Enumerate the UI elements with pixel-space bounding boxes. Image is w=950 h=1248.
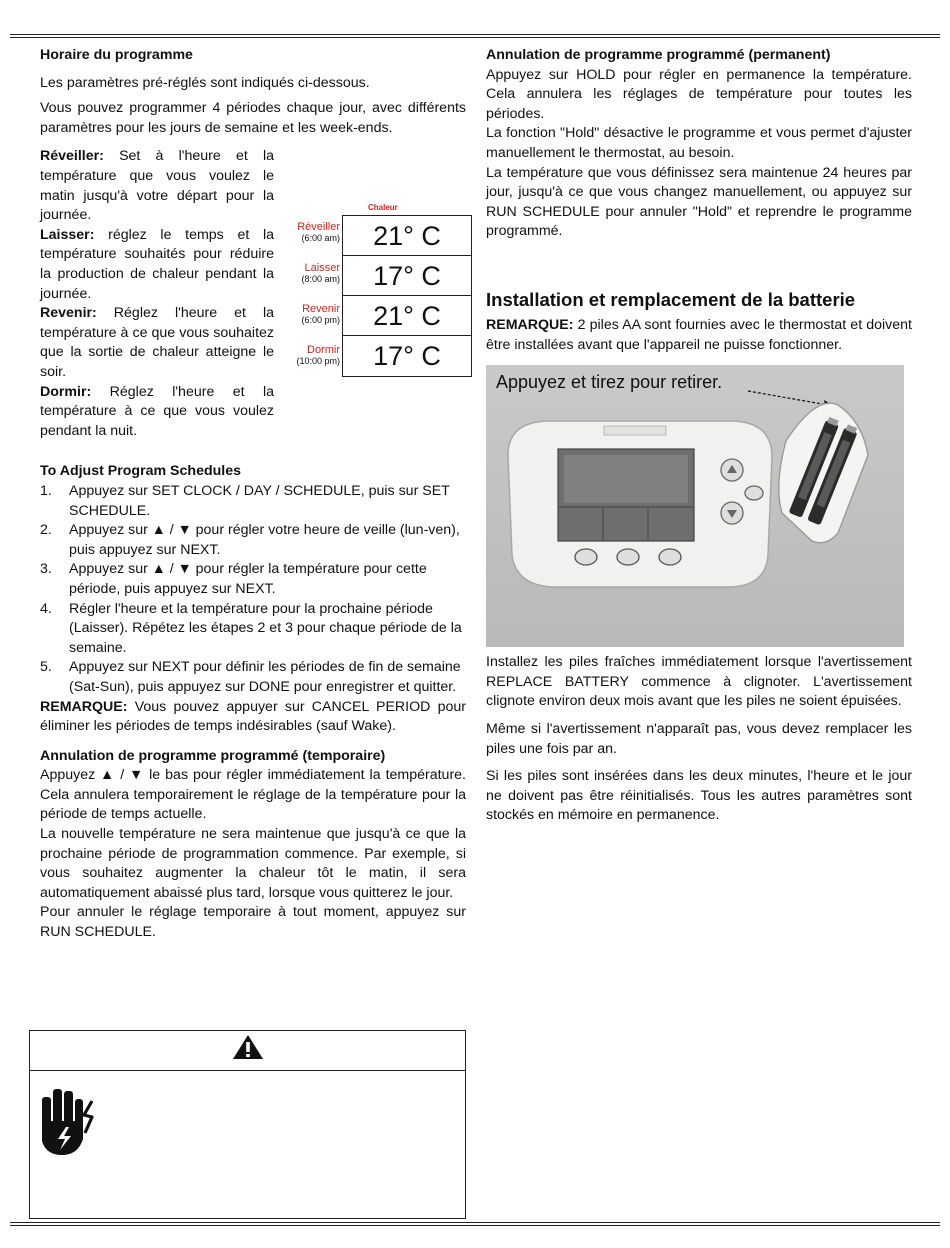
- top-rule-1: [10, 34, 940, 35]
- install-paragraph: Installez les piles fraîches immédiatement lorsque l'avertissement REPLACE BATTERY commence à clignoter. L'avertissement clignote environ deux mois avant que les piles ne soient épuisées.: [486, 654, 912, 710]
- presets-paragraph: Les paramètres pré-réglés sont indiqués ci-dessous.: [40, 74, 370, 91]
- period-leave: [40, 226, 274, 304]
- electric-shock-hand-icon: [38, 1087, 100, 1166]
- permanent-paragraph-3: La température que vous définissez sera maintenue 24 heures par jour, jusqu'à ce que vous changez manuellement, ou appuyez sur RUN SCHEDULE pour annuler "Hold" et reprendre le programme programmé.: [486, 164, 912, 240]
- period-term: Dormir:: [40, 383, 92, 400]
- photo-caption: Appuyez et tirez pour retirer.: [496, 372, 723, 393]
- memory-paragraph: Si les piles sont insérées dans les deux minutes, l'heure et le jour ne doivent pas être réinitialisés. Tous les autres paramètres sont stockés en mémoire en permanence.: [486, 768, 912, 824]
- step-number: 5.: [40, 659, 52, 676]
- note-text: 2 piles AA sont fournies avec le thermostat et doivent être installées avant que l'appareil ne puisse fonctionner.: [486, 316, 912, 353]
- period-text: réglez le temps et la température souhaités pour réduire la production de chaleur pendant la journée.: [40, 226, 274, 302]
- list-item: [40, 560, 466, 599]
- schedule-heading: Horaire du programme: [40, 47, 193, 63]
- temporary-override-heading: Annulation de programme programmé (temporaire): [40, 747, 386, 764]
- step-text: Appuyez sur ▲ / ▼ pour régler votre heure de veille (lun-ven), puis appuyez sur NEXT.: [69, 522, 460, 558]
- period-term: Réveiller:: [40, 148, 104, 165]
- period-time: (6:00 pm): [301, 315, 340, 326]
- yearly-paragraph: Même si l'avertissement n'apparaît pas, vous devez remplacer les piles une fois par an.: [486, 720, 912, 757]
- schedule-block: [40, 147, 466, 457]
- step-number: 2.: [40, 522, 52, 539]
- warning-triangle-icon: [231, 1033, 265, 1068]
- adjust-steps-list: [40, 482, 466, 698]
- step-text: Appuyez sur ▲ / ▼ pour régler la température pour cette période, puis appuyez sur NEXT.: [69, 561, 427, 597]
- list-item: [40, 600, 466, 659]
- schedule-row-label: [278, 262, 340, 285]
- step-text: Appuyez sur SET CLOCK / DAY / SCHEDULE, puis sur SET SCHEDULE.: [69, 482, 450, 519]
- temperature-cell: 17° C: [373, 341, 441, 372]
- period-descriptions: [40, 147, 274, 441]
- permanent-paragraph-1: Appuyez sur HOLD pour régler en permanence la température. Cela annulera les réglages de température pour toutes les périodes.: [486, 66, 912, 122]
- permanent-paragraph-2: La fonction "Hold" désactive le programme et vous permet d'ajuster manuellement le thermostat, au besoin.: [486, 125, 912, 161]
- warning-box: [29, 1030, 466, 1219]
- temperature-cell: 21° C: [343, 216, 471, 256]
- schedule-table-title: Chaleur: [368, 203, 398, 213]
- right-column: [486, 46, 912, 826]
- bottom-rule-2: [10, 1225, 940, 1226]
- periods-paragraph: Vous pouvez programmer 4 périodes chaque jour, avec différents paramètres pour les jours de semaine et les week-ends.: [40, 100, 466, 136]
- step-number: 1.: [40, 482, 52, 499]
- list-item: [40, 658, 466, 697]
- temporary-paragraph-1: Appuyez ▲ / ▼ le bas pour régler immédiatement la température. Cela annulera temporairement le réglage de la température pour la période de temps actuelle.: [40, 767, 466, 823]
- note-text: Vous pouvez appuyer sur CANCEL PERIOD pour éliminer les périodes de temps indésirables (sauf Wake).: [40, 698, 466, 735]
- list-item: [40, 482, 466, 521]
- bottom-rule-1: [10, 1222, 940, 1223]
- note-label: REMARQUE:: [486, 316, 574, 333]
- period-text: Set à l'heure et la température que vous voulez le matin jusqu'à votre départ pour la journée.: [40, 148, 274, 224]
- period-time: (6:00 am): [301, 233, 340, 244]
- period-time: (10:00 pm): [296, 356, 340, 367]
- temporary-paragraph-3: Pour annuler le réglage temporaire à tout moment, appuyez sur RUN SCHEDULE.: [40, 904, 466, 941]
- period-sleep: [40, 383, 274, 442]
- battery-note: [486, 316, 912, 355]
- period-name: Revenir: [302, 303, 340, 316]
- period-name: Dormir: [307, 344, 340, 357]
- period-name: Réveiller: [297, 221, 340, 234]
- schedule-row-label: [278, 303, 340, 326]
- list-item: [40, 521, 466, 560]
- battery-heading: Installation et remplacement de la batterie: [486, 288, 856, 310]
- period-term: Laisser:: [40, 226, 95, 243]
- note-label: REMARQUE:: [40, 698, 128, 715]
- warning-header: [30, 1031, 465, 1071]
- adjust-heading: To Adjust Program Schedules: [40, 463, 242, 480]
- temperature-cell: 17° C: [343, 256, 471, 296]
- cancel-period-note: [40, 698, 466, 737]
- period-wake: [40, 147, 274, 225]
- schedule-table: [342, 215, 472, 377]
- period-return: [40, 304, 274, 382]
- left-column: [40, 46, 466, 943]
- temperature-cell: 21° C: [343, 296, 471, 336]
- schedule-row-label: [278, 221, 340, 244]
- step-number: 3.: [40, 561, 52, 578]
- period-term: Revenir:: [40, 305, 97, 322]
- period-name: Laisser: [304, 262, 340, 275]
- top-rule-2: [10, 37, 940, 38]
- period-text: Réglez l'heure et la température à ce que vous voulez pendant la nuit.: [40, 383, 274, 439]
- step-text: Appuyez sur NEXT pour définir les périodes de fin de semaine (Sat-Sun), puis appuyez sur DONE pour enregistrer et quitter.: [69, 659, 461, 695]
- permanent-override-heading: Annulation de programme programmé (permanent): [486, 47, 831, 63]
- schedule-row-label: [278, 344, 340, 367]
- step-text: Régler l'heure et la température pour la prochaine période (Laisser). Répétez les étapes 2 et 3 pour chaque période de la semaine.: [69, 600, 462, 656]
- step-number: 4.: [40, 600, 52, 617]
- thermostat-illustration: [486, 365, 904, 647]
- thermostat-battery-photo: [486, 365, 904, 647]
- period-time: (8:00 am): [301, 274, 340, 285]
- period-text: Réglez l'heure et la température à ce que vous souhaitez que la sortie de chaleur atteigne le soir.: [40, 305, 274, 380]
- temporary-paragraph-2: La nouvelle température ne sera maintenue que jusqu'à ce que la prochaine période de programmation commence. Par exemple, si vous souhaitez augmenter la chaleur tôt le matin, il sera automatiquement abaissé plus tard, lorsque vous quitterez le jour.: [40, 826, 466, 901]
